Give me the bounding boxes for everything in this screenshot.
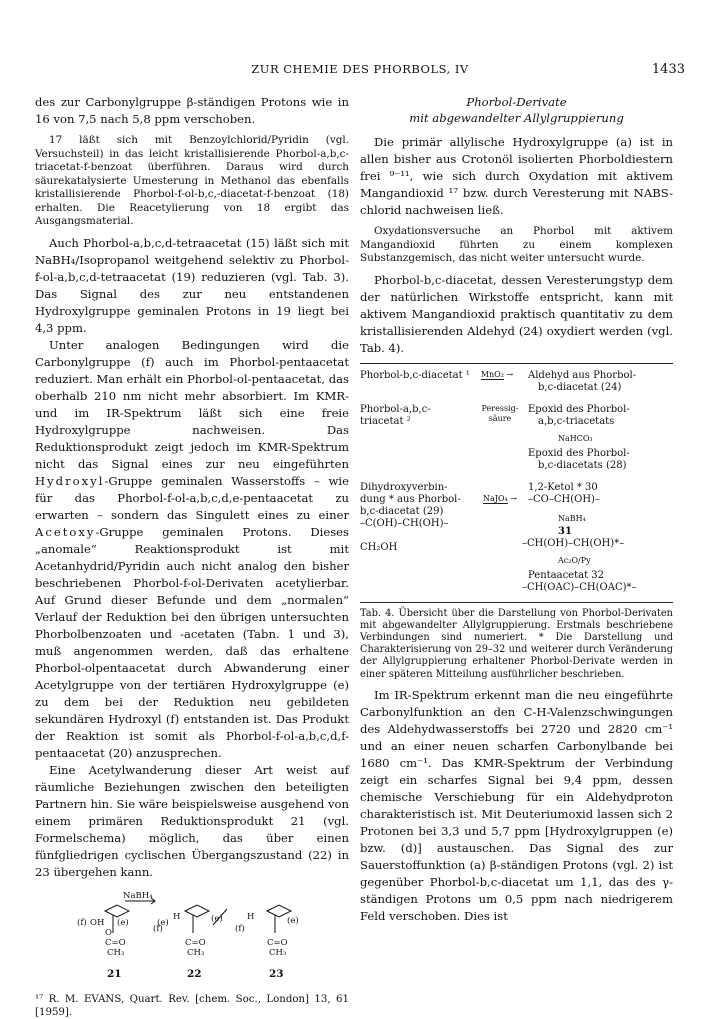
t-r1-reagent: MnO₂ [480, 369, 504, 379]
tag-23-e: (e) [287, 915, 299, 926]
t-r2-right-1: Epoxid des Phorbol- [528, 403, 630, 415]
t-r2-prod-2: b,c-diacetats (28) [538, 459, 627, 471]
compound-label-23: 23 [269, 967, 284, 980]
t-r3-left-1: Dihydroxyverbin- [360, 481, 448, 493]
t-r2-step: NaHCO₃ [558, 433, 593, 443]
tag-22-f: (f) [153, 923, 163, 934]
p4-spaced-acetoxy: Acetoxy [35, 524, 96, 539]
section-subtitle: mit abgewandelter Allylgruppierung [409, 111, 624, 125]
compound-label-22: 22 [187, 967, 202, 980]
right-column [360, 94, 673, 925]
tag-21-f: (f) [77, 917, 87, 928]
running-title: ZUR CHEMIE DES PHORBOLS, IV [251, 62, 469, 76]
tag-23-h: H [247, 911, 255, 922]
running-header [35, 62, 685, 78]
atom-o: O [105, 927, 112, 938]
atom-co-23: C=O [267, 937, 288, 948]
t-r3-right-1: 1,2-Ketol * 30 [528, 481, 598, 493]
t-r1-reagent-wrap: MnO₂ → [480, 369, 514, 379]
tag-23-f: (f) [235, 923, 245, 934]
t-r3-step2: Ac₂O/Py [558, 555, 591, 565]
atom-ch3-22: CH₃ [187, 947, 205, 958]
atom-ch3: CH₃ [107, 947, 125, 958]
ring-21 [105, 905, 129, 917]
left-paragraph-4 [35, 337, 349, 762]
right-paragraph-4: Im IR-Spektrum erkennt man die neu eingeführte Carbonylfunktion an den C-H-Valenzschwingungen des Aldehydwasserstoffs bei 2720 und 2820 cm⁻¹ und an einer neuen scharfen Carbonylbande bei 1680 cm⁻¹. Das KMR-Spektrum der Verbindung zeigt ein scharfes Signal bei 9,4 ppm, dessen chemische Verschiebung für ein Aldehydproton charakteristisch ist. Mit Deuteriumoxid lassen sich 2 Protonen bei 3,3 und 5,7 ppm [Hydroxylgruppen (e) bzw. (d)] austauschen. Das Signal des zur Sauerstoffunktion (a) β-ständigen Protons (vgl. 2) ist gegenüber Phorbol-b,c-diacetat um 1,1, das des γ-ständigen Protons um 0,5 ppm nach niedrigerem Feld verschoben. Dies ist [360, 687, 673, 923]
t-r3-left-2: dung * aus Phorbol- [360, 493, 461, 505]
t-r2-left-2: triacetat ² [360, 415, 411, 427]
atom-co: C=O [105, 937, 126, 948]
t-r3-prod-4: –CH(OAC)–CH(OAC)*– [522, 581, 637, 593]
p4-part-a: Unter analogen Bedingungen wird die Carbonylgruppe (f) auch im Phorbol-pentaacetat reduziert. Man erhält ein Phorbol-ol-pentaacetat, das oberhalb 210 nm nicht mehr absorbiert. Im KMR- und im IR-Spektrum läßt sich eine freie Hydroxylgruppe nachweisen. Das Reduktionsprodukt zeigt jedoch im KMR-Spektrum nicht das Signal eines zur neu eingeführten [35, 337, 349, 471]
t-r2-left-1: Phorbol-a,b,c- [360, 403, 431, 415]
section-title: Phorbol-Derivate [466, 95, 567, 109]
t-r1-left: Phorbol-b,c-diacetat ¹ [360, 369, 470, 381]
t-r1-right-2: b,c-diacetat (24) [538, 381, 622, 393]
p4-part-e: -Gruppe geminalen Protons. Dieses „anomale“ Reaktionsprodukt ist mit Acetanhydrid/Pyridin auch nicht analog den bisher beschriebenen Phorbol-f-ol-Derivaten acetylierbar. Auf Grund dieser Befunde und dem „normalen“ Verlauf der Reduktion bei den übrigen untersuchten Phorbolbenzoaten und -acetaten (Tabn. 1 und 3), muß angenommen werden, daß das erhaltene Phorbol-olpentaacetat durch Abwanderung einer Acetylgruppe von der tertiären Hydroxylgruppe (e) zu dem bei der Reduktion neu gebildeten sekundären Hydroxyl (f) entstanden ist. Das Produkt der Reaktion ist somit als Phorbol-f-ol-a,b,c,d,f-pentaacetat (20) anzusprechen. [35, 524, 349, 760]
t-r2-reagent-2: säure [488, 413, 512, 423]
t-r2-right-2: a,b,c-triacetats [538, 415, 615, 427]
compound-label-21: 21 [107, 967, 122, 980]
right-paragraph-1: Die primär allylische Hydroxylgruppe (a) ist in allen bisher aus Crotonöl isolierten Phorboldiestern frei ⁹⁻¹¹, wie sich durch Oxydation mit aktivem Mangandioxid ¹⁷ bzw. durch Veresterung mit NABS-chlorid nachweisen ließ. [360, 135, 673, 217]
t-r3-reagent-wrap: NaJO₄ → [483, 493, 517, 503]
t-r3-left-3: b,c-diacetat (29) [360, 505, 444, 517]
left-paragraph-3: Auch Phorbol-a,b,c,d-tetraacetat (15) läßt sich mit NaBH₄/Isopropanol weitgehend selektiv zu Phorbol-f-ol-a,b,c,d-tetraacetat (19) reduzieren (vgl. Tab. 3). Das Signal des zur neu entstandenen Hydroxylgruppe geminalen Protons in 19 liegt bei 4,3 ppm. [35, 235, 349, 335]
left-paragraph-5: Eine Acetylwanderung dieser Art weist auf räumliche Beziehungen zwischen den beteiligten Partnern hin. Sie wäre beispielsweise ausgehend von einem primären Reduktionsprodukt 21 (vgl. Formelschema) möglich, das über einen fünfgliedrigen cyclischen Übergangszustand (22) in 23 übergehen kann. [35, 762, 349, 879]
t-r3-right-2: –CO–CH(OH)– [528, 493, 600, 505]
t-r3-prod-3: Pentaacetat 32 [528, 569, 605, 581]
tag-22-e2: (e) [211, 913, 223, 924]
reaction-table [360, 363, 673, 603]
section-heading [360, 94, 673, 126]
footnote: ¹⁷ R. M. EVANS, Quart. Rev. [chem. Soc., London] 13, 61 [1959]. [35, 993, 349, 1018]
tag-22-h: H [173, 911, 181, 922]
p4-spaced-hydroxyl: Hydroxyl [35, 473, 105, 488]
ring-22 [185, 905, 209, 917]
tag-22-e: (e) [157, 917, 169, 928]
atom-ch3-23: CH₃ [269, 947, 287, 958]
t-r3-step: NaBH₄ [558, 513, 586, 523]
tag-21-e: (e) [117, 917, 129, 928]
atom-oh: OH [90, 917, 105, 928]
t-r2-prod-1: Epoxid des Phorbol- [528, 447, 630, 459]
t-r2-reagent-1: Peressig- [481, 403, 519, 413]
t-r3-left-4: –C(OH)–CH(OH)– [360, 517, 449, 529]
reaction-scheme [35, 889, 349, 985]
p4-part-c: -Gruppe geminalen Wasserstoffs – wie für das Phorbol-f-ol-a,b,c,d,e-pentaacetat zu erwarten – sondern das Singulett eines zu einer [35, 473, 349, 522]
scheme-reagent: NaBH₄ [123, 890, 153, 901]
t-r1-right-1: Aldehyd aus Phorbol- [528, 369, 637, 381]
t-r3-prod-1: 31 [558, 525, 572, 537]
t-r3-prod-2: –CH(OH)–CH(OH)*– [522, 537, 625, 549]
t-r3-left-5: CH₂OH [360, 541, 398, 553]
atom-co-22: C=O [185, 937, 206, 948]
left-paragraph-2: 17 läßt sich mit Benzoylchlorid/Pyridin (vgl. Versuchsteil) in das leicht kristallisierende Phorbol-a,b,c-triacetat-f-benzoat überführen. Daraus wird durch säurekatalysierte Umesterung in Methanol das ebenfalls kristallisierende Phorbol-f-ol-b,c,-diacetat-f-benzoat (18) erhalten. Die Reacetylierung von 18 ergibt das Ausgangsmaterial. [35, 134, 349, 227]
page-number: 1433 [651, 62, 685, 77]
table-caption: Tab. 4. Übersicht über die Darstellung von Phorbol-Derivaten mit abgewandelter Allylgruppierung. Erstmals beschriebene Verbindungen sind numeriert. * Die Darstellung und Charakterisierung von 29–32 und weiterer durch Veränderung der Allylgruppierung erhaltener Phorbol-Derivate werden in einer späteren Mitteilung ausführlicher beschrieben. [360, 607, 673, 680]
right-paragraph-3: Phorbol-b,c-diacetat, dessen Veresterungstyp dem der natürlichen Wirkstoffe entspricht, kann mit aktivem Mangandioxid praktisch quantitativ zu dem kristallisierenden Aldehyd (24) oxydiert werden (vgl. Tab. 4). [360, 272, 673, 355]
t-r3-reagent: NaJO₄ [483, 493, 508, 503]
reaction-scheme-drawing [35, 889, 349, 985]
left-paragraph-1: des zur Carbonylgruppe β-ständigen Protons wie in 16 von 7,5 nach 5,8 ppm verschoben. [35, 95, 349, 126]
left-column [35, 94, 349, 1019]
right-paragraph-2: Oxydationsversuche an Phorbol mit aktivem Mangandioxid führten zu einem komplexen Substanzgemisch, das nicht weiter untersucht wurde. [360, 225, 673, 264]
